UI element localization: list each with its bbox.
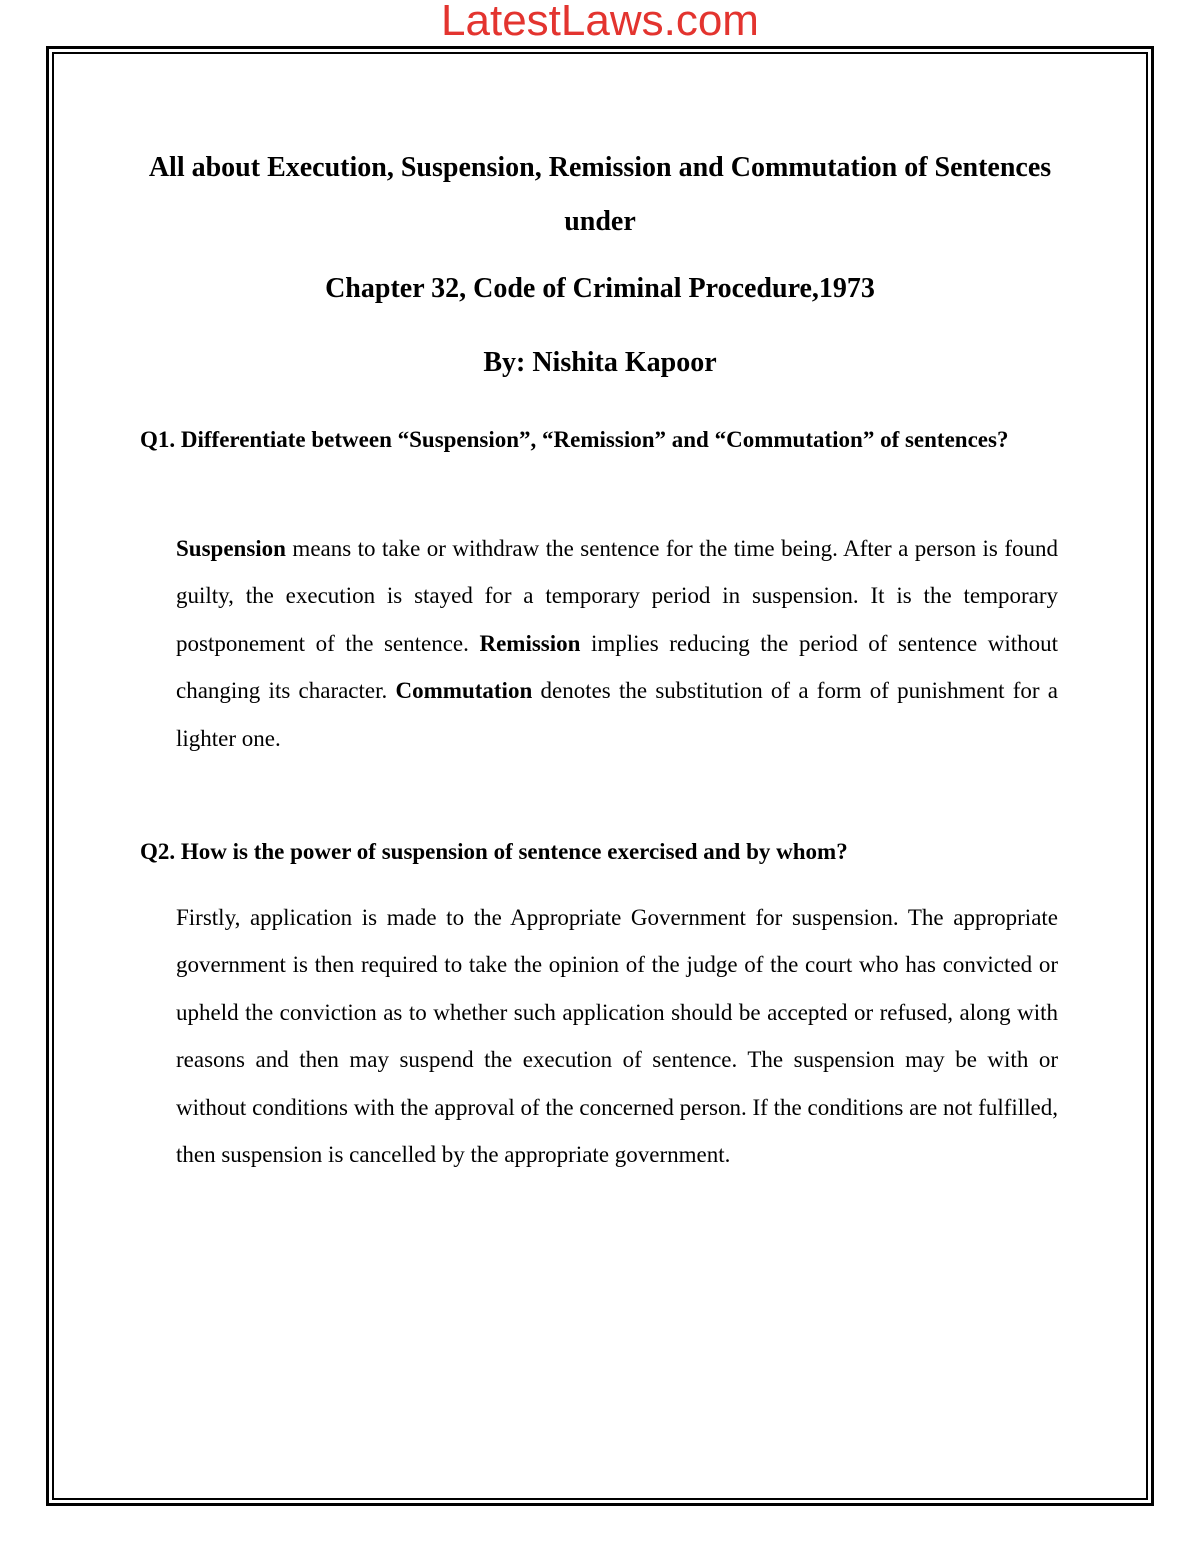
- term-suspension: Suspension: [176, 536, 286, 561]
- answer-1-text-2: implies reducing the period of sentence without changing its character.: [176, 630, 1058, 704]
- answer-1-text-3: denotes the substitution of a form of punishment for a lighter one.: [176, 678, 1058, 751]
- watermark-logo: LatestLaws.com: [441, 0, 759, 45]
- document-subtitle: Chapter 32, Code of Criminal Procedure,1973: [325, 273, 875, 304]
- question-2: Q2. How is the power of suspension of sentence exercised and by whom?: [140, 839, 848, 864]
- answer-2: Firstly, application is made to the Appropriate Government for suspension. The appropriate government is then required to take the opinion of the judge of the court who has convicted or upheld the conviction as to whether such application should be accepted or refused, along with reasons and then may suspend the execution of sentence. The suspension may be with or without conditions with the approval of the concerned person. If the conditions are not fulfilled, then suspension is cancelled by the appropriate government.: [176, 905, 1058, 1168]
- question-1: Q1. Differentiate between “Suspension”, “Remission” and “Commutation” of sentences?: [140, 427, 1009, 452]
- author-byline: By: Nishita Kapoor: [483, 347, 717, 378]
- page-border: [46, 46, 1154, 1506]
- answer-1-text-1: means to take or withdraw the sentence for the time being. After a person is found guilty, the execution is stayed for a temporary period in suspension. It is the temporary postponement of the sentence.: [176, 536, 1058, 656]
- document-title: All about Execution, Suspension, Remission and Commutation of Sentences under: [148, 152, 1052, 237]
- answer-1: [176, 525, 1058, 762]
- page-border-inner: [52, 52, 1148, 1500]
- term-remission: Remission: [479, 630, 581, 656]
- term-commutation: Commutation: [395, 678, 533, 704]
